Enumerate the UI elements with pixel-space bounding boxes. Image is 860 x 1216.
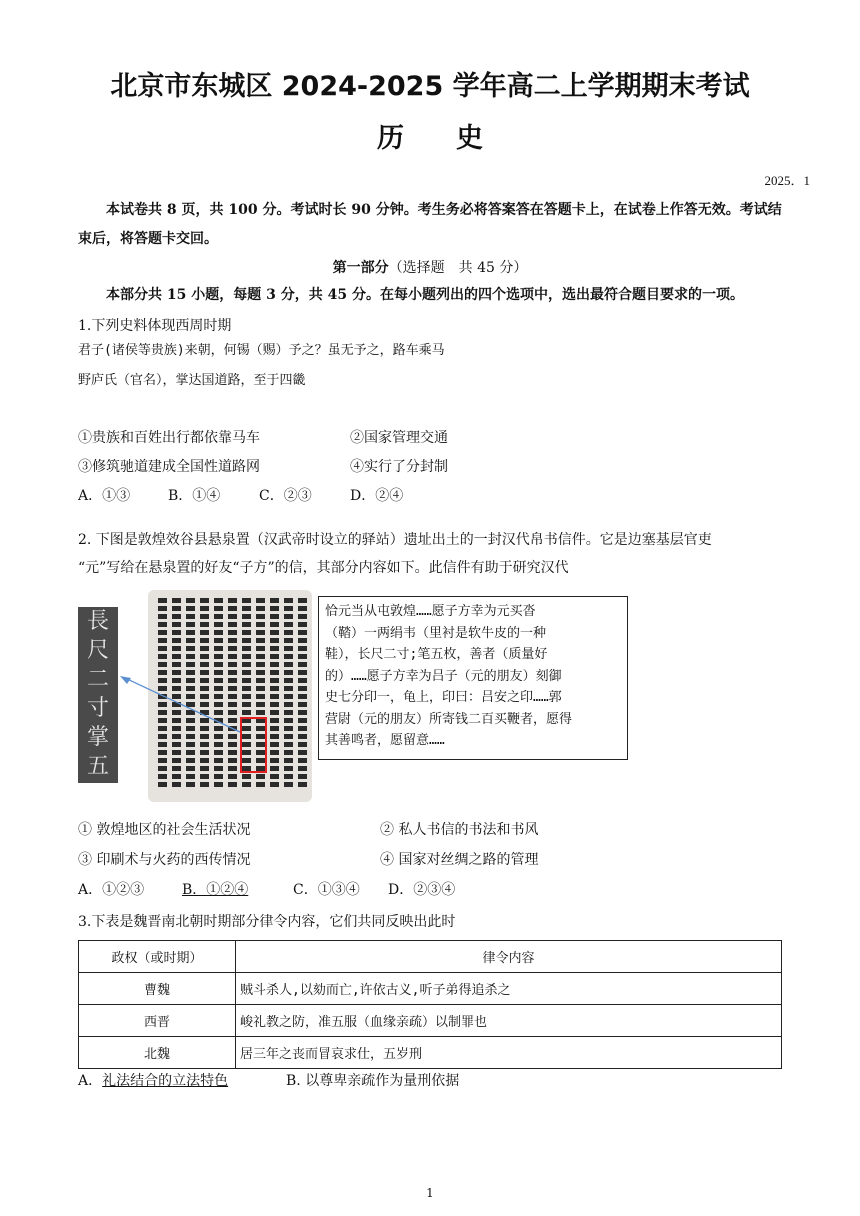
q2-option-c: C．①③④	[293, 882, 360, 898]
letter-line: 的）……愿子方幸为吕子（元的朋友）刻御	[325, 668, 562, 684]
exam-title: 北京市东城区 2024-2025 学年高二上学期期末考试	[110, 71, 750, 102]
table-row	[79, 1037, 782, 1069]
subject-title: 历史	[377, 123, 535, 154]
q1-statement-1: ①贵族和百姓出行都依靠马车	[78, 430, 260, 446]
q2-statement-1: ① 敦煌地区的社会生活状况	[78, 822, 251, 838]
part1-description: 本部分共 15 小题，每题 3 分，共 45 分。在每小题列出的四个选项中，选出最符合题目要求的一项。	[106, 287, 744, 303]
q3-option-a-text: 礼法结合的立法特色	[102, 1073, 229, 1089]
strip-char: 尺	[86, 638, 109, 663]
part1-title: 第一部分	[332, 260, 389, 276]
silk-letter-detail-image	[78, 607, 118, 783]
q1-statement-3: ③修筑驰道建成全国性道路网	[78, 459, 260, 475]
table-cell-law: 贼斗杀人,以劾而亡,许依古义,听子弟得追杀之	[236, 973, 782, 1005]
table-cell-law: 居三年之丧而冒哀求仕，五岁刑	[236, 1037, 782, 1069]
exam-instructions: 本试卷共 8 页，共 100 分。考试时长 90 分钟。考生务必将答案答在答题卡上，在试卷上作答无效。考试结束后，将答题卡交回。	[78, 202, 782, 247]
q1-option-a: A．①③	[78, 488, 131, 504]
table-cell-regime: 曹魏	[79, 973, 236, 1005]
strip-char: 長	[86, 609, 109, 634]
q2-statement-3: ③ 印刷术与火药的西传情况	[78, 852, 251, 868]
q3-stem: 3.下表是魏晋南北朝时期部分律令内容，它们共同反映出此时	[78, 914, 456, 930]
strip-char: 五	[86, 754, 109, 779]
q1-statement-2: ②国家管理交通	[350, 430, 448, 446]
strip-char: 二	[86, 667, 109, 692]
part1-heading	[0, 257, 860, 277]
q3-option-a	[78, 1070, 228, 1090]
law-table	[78, 940, 782, 1069]
q1-option-b: B．①④	[168, 488, 221, 504]
letter-line: （鞜）一两绢韦（里衬是软牛皮的一种	[325, 625, 547, 641]
letter-excerpt-box	[318, 596, 628, 760]
q1-quote-line2: 野庐氏（官名），掌达国道路，至于四畿	[78, 373, 306, 388]
q2-option-d: D．②③④	[388, 882, 456, 898]
q3-option-b: B. 以尊卑亲疏作为量刑依据	[286, 1073, 460, 1089]
table-row	[79, 973, 782, 1005]
q1-option-d: D．②④	[350, 488, 404, 504]
table-row	[79, 1005, 782, 1037]
q2-statement-4: ④ 国家对丝绸之路的管理	[380, 852, 539, 868]
page-number: 1	[426, 1186, 434, 1200]
table-cell-regime: 北魏	[79, 1037, 236, 1069]
q2-stem-line1: 2. 下图是敦煌效谷县悬泉置（汉武帝时设立的驿站）遗址出土的一封汉代帛书信件。它是边塞基层官吏	[78, 532, 712, 548]
table-header-regime: 政权（或时期）	[79, 941, 236, 973]
q1-stem: 1.下列史料体现西周时期	[78, 318, 232, 334]
table-header-row	[79, 941, 782, 973]
letter-line: 营尉（元的朋友）所寄钱二百买鞭者，愿得	[325, 711, 573, 727]
q2-stem-line2: “元”写给在悬泉置的好友“子方”的信，其部分内容如下。此信件有助于研究汉代	[78, 560, 569, 576]
letter-line: 史七分印一，龟上，印曰：吕安之印……郭	[325, 690, 562, 705]
q1-option-c: C．②③	[259, 488, 312, 504]
table-cell-law: 峻礼教之防，准五服（血缘亲疏）以制罪也	[236, 1005, 782, 1037]
exam-date: 2025．1	[764, 173, 810, 188]
letter-line: 鞋），长尺二寸;笔五枚，善者（质量好	[325, 647, 548, 662]
strip-char: 掌	[86, 725, 109, 750]
strip-char: 寸	[86, 696, 109, 721]
table-header-law: 律令内容	[236, 941, 782, 973]
table-cell-regime: 西晋	[79, 1005, 236, 1037]
q2-option-a: A．①②③	[78, 882, 145, 898]
letter-line: 恰元当从屯敦煌……愿子方幸为元买沓	[325, 604, 536, 619]
q1-statement-4: ④实行了分封制	[350, 459, 448, 475]
q3-option-a-label: A．	[78, 1073, 103, 1089]
q2-statement-2: ② 私人书信的书法和书风	[380, 822, 539, 838]
letter-line: 其善鸣者，愿留意……	[325, 733, 445, 748]
q2-option-b: B．①②④	[182, 882, 249, 898]
q1-quote-line1: 君子(诸侯等贵族)来朝，何锡（赐）予之？虽无予之，路车乘马	[78, 343, 445, 358]
part1-note: （选择题 共 45 分）	[388, 260, 528, 276]
pointer-arrow-icon	[115, 670, 245, 740]
